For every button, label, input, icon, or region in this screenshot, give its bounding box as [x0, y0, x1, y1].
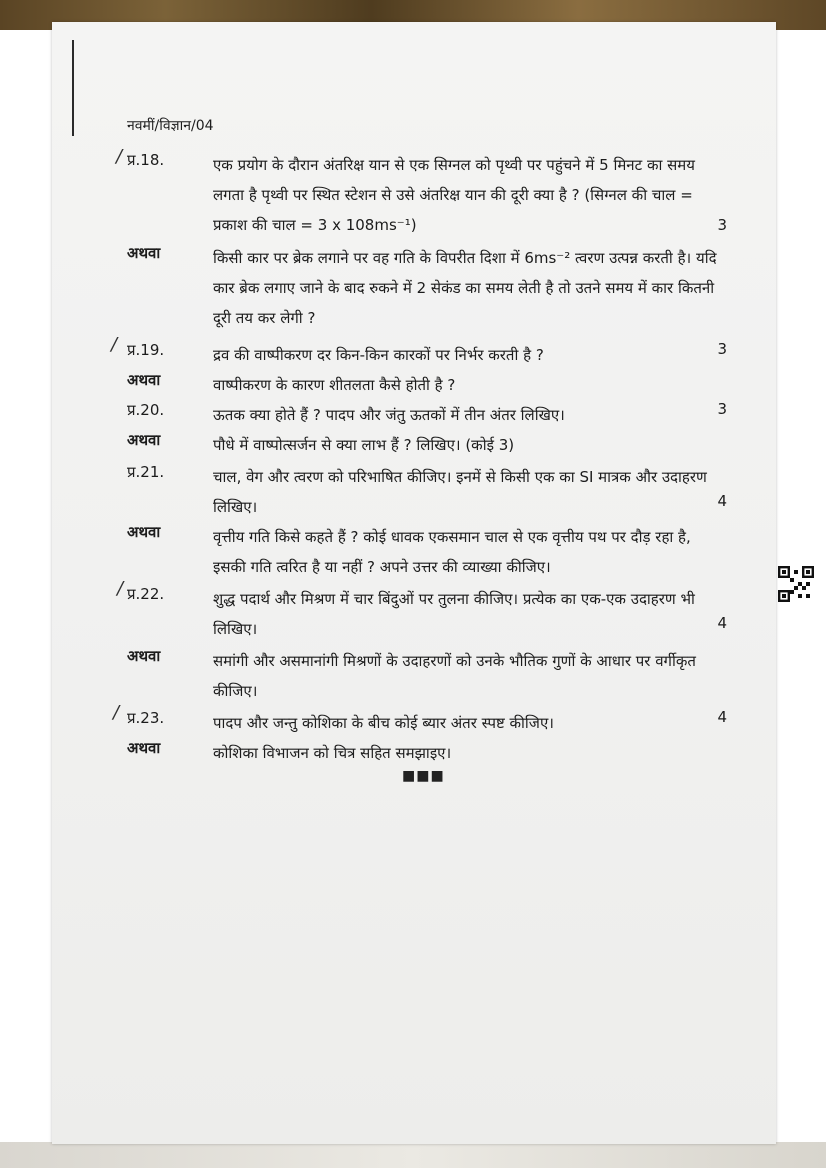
question-marks: 4	[717, 614, 727, 632]
question-number: अथवा	[127, 431, 161, 449]
question-number: अथवा	[127, 739, 161, 757]
question-text: कोशिका विभाजन को चित्र सहित समझाइए।	[213, 744, 452, 762]
question-text: पादप और जन्तु कोशिका के बीच कोई ब्यार अंतर स्पष्ट कीजिए।	[213, 714, 554, 732]
margin-line	[72, 40, 74, 136]
question-text: पौधे में वाष्पोत्सर्जन से क्या लाभ हैं ? लिखिए। (कोई 3)	[213, 436, 515, 454]
question-number: प्र.22.	[127, 585, 165, 603]
question-number: अथवा	[127, 244, 161, 262]
end-mark: ■■■	[402, 768, 445, 784]
question-marks: 3	[717, 340, 727, 358]
question-text: समांगी और असमानांगी मिश्रणों के उदाहरणों को उनके भौतिक गुणों के आधार पर वर्गीकृत कीजिए।	[213, 652, 696, 700]
question-marks: 3	[717, 400, 727, 418]
question-marks: 4	[717, 492, 727, 510]
question-text: शुद्ध पदार्थ और मिश्रण में चार बिंदुओं पर तुलना कीजिए। प्रत्येक का एक-एक उदाहरण भी लिखिए।	[213, 590, 695, 638]
question-text: एक प्रयोग के दौरान अंतरिक्ष यान से एक सिग्नल को पृथ्वी पर पहुंचने में 5 मिनट का समय लगता है पृथ्वी पर स्थित स्टेशन से उसे अंतरिक्ष यान की दूरी क्या है ? (सिग्नल की चाल = प्रकाश की चाल = 3 x 108ms⁻¹)	[213, 156, 695, 234]
tick-mark: /	[117, 578, 124, 599]
question-text: वाष्पीकरण के कारण शीतलता कैसे होती है ?	[213, 376, 456, 394]
question-marks: 3	[717, 216, 727, 234]
question-number: अथवा	[127, 523, 161, 541]
question-number: प्र.21.	[127, 463, 165, 481]
tick-mark: /	[116, 146, 123, 167]
question-number: अथवा	[127, 647, 161, 665]
question-number: प्र.23.	[127, 709, 165, 727]
question-number: प्र.18.	[127, 151, 165, 169]
question-text: किसी कार पर ब्रेक लगाने पर वह गति के विपरीत दिशा में 6ms⁻² त्वरण उत्पन्न करती है। यदि कार ब्रेक लगाए जाने के बाद रुकने में 2 सेकंड का समय लेती है तो उतने समय में कार कितनी दूरी तय कर लेगी ?	[213, 249, 717, 327]
question-text: वृत्तीय गति किसे कहते हैं ? कोई धावक एकसमान चाल से एक वृत्तीय पथ पर दौड़ रहा है, इसकी गति त्वरित है या नहीं ? अपने उत्तर की व्याख्या कीजिए।	[213, 528, 691, 576]
question-number: अथवा	[127, 371, 161, 389]
background-surface-bottom	[0, 1142, 826, 1168]
paper-code: नवमीं/विज्ञान/04	[127, 118, 214, 134]
tick-mark: /	[113, 702, 120, 723]
tick-mark: /	[111, 334, 118, 355]
question-text: चाल, वेग और त्वरण को परिभाषित कीजिए। इनमें से किसी एक का SI मात्रक और उदाहरण लिखिए।	[213, 468, 707, 516]
question-text: द्रव की वाष्पीकरण दर किन-किन कारकों पर निर्भर करती है ?	[213, 346, 544, 364]
qr-code-icon	[778, 566, 814, 602]
question-number: प्र.20.	[127, 401, 165, 419]
question-marks: 4	[717, 708, 727, 726]
question-text: ऊतक क्या होते हैं ? पादप और जंतु ऊतकों में तीन अंतर लिखिए।	[213, 406, 565, 424]
question-number: प्र.19.	[127, 341, 165, 359]
